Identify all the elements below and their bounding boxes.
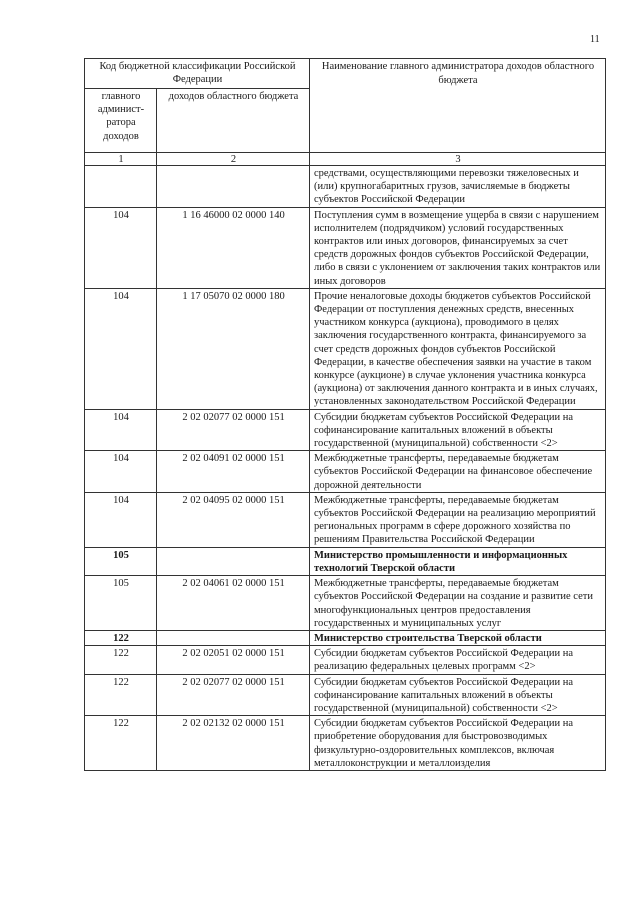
administrator-code-cell: 105 (85, 547, 157, 575)
description-cell: Субсидии бюджетам субъектов Российской Федерации на приобретение оборудования для быстровозводимых физкультурно-оздоровительных комплексов, включая металлоконструкции и металлоизделия (310, 716, 606, 771)
description-cell: Министерство промышленности и информационных технологий Тверской области (310, 547, 606, 575)
table-row (85, 288, 606, 409)
column-number-1: 1 (85, 153, 157, 166)
budget-classification-table (84, 58, 606, 771)
revenue-code-cell (157, 630, 310, 645)
revenue-code-cell: 2 02 04061 02 0000 151 (157, 576, 310, 631)
table-row (85, 409, 606, 451)
page-number: 11 (590, 34, 600, 45)
revenue-code-cell (157, 547, 310, 575)
administrator-code-cell: 122 (85, 646, 157, 674)
section-header-row (85, 547, 606, 575)
administrator-code-cell: 104 (85, 409, 157, 451)
description-cell: Министерство строительства Тверской области (310, 630, 606, 645)
description-cell: Межбюджетные трансферты, передаваемые бюджетам субъектов Российской Федерации на создание и развитие сети многофункциональных центров предоставления государственных и муниципальных услуг (310, 576, 606, 631)
administrator-code-cell: 122 (85, 630, 157, 645)
table-row (85, 492, 606, 547)
revenue-code-cell: 2 02 02077 02 0000 151 (157, 674, 310, 716)
administrator-code-cell: 104 (85, 451, 157, 493)
header-main-administrator: главного админист-ратора доходов (85, 89, 157, 153)
revenue-code-cell: 1 16 46000 02 0000 140 (157, 207, 310, 288)
description-cell: Прочие неналоговые доходы бюджетов субъектов Российской Федерации от поступления денежных средств, внесенных участником конкурса (аукциона), проводимого в целях заключения государственного контракта, финансируемого за счет средств дорожных фондов субъектов Российской Федерации, в качестве обеспечения заявки на участие в таком конкурсе (аукционе) в случае уклонения участника конкурса (аукциона) от заключения данного контракта и в иных случаях, установленных законодательством Российской Федерации (310, 288, 606, 409)
description-cell: Субсидии бюджетам субъектов Российской Федерации на софинансирование капитальных вложений в объекты государственной (муниципальной) собственности <2> (310, 674, 606, 716)
header-budget-code-group: Код бюджетной классификации Российской Федерации (85, 59, 310, 89)
revenue-code-cell: 2 02 04095 02 0000 151 (157, 492, 310, 547)
administrator-code-cell (85, 166, 157, 208)
table-row (85, 207, 606, 288)
table-row (85, 674, 606, 716)
header-administrator-name: Наименование главного администратора доходов областного бюджета (310, 59, 606, 153)
revenue-code-cell: 2 02 02051 02 0000 151 (157, 646, 310, 674)
administrator-code-cell: 104 (85, 492, 157, 547)
revenue-code-cell: 2 02 04091 02 0000 151 (157, 451, 310, 493)
table-row (85, 166, 606, 208)
description-cell: Поступления сумм в возмещение ущерба в связи с нарушением исполнителем (подрядчиком) условий государственных контрактов или иных договоров, финансируемых за счет средств дорожных фондов субъектов Российской Федерации, либо в связи с уклонением от заключения таких контрактов или иных договоров (310, 207, 606, 288)
revenue-code-cell: 2 02 02132 02 0000 151 (157, 716, 310, 771)
administrator-code-cell: 105 (85, 576, 157, 631)
table-row (85, 646, 606, 674)
table-row (85, 716, 606, 771)
section-header-row (85, 630, 606, 645)
description-cell: Межбюджетные трансферты, передаваемые бюджетам субъектов Российской Федерации на финансовое обеспечение дорожной деятельности (310, 451, 606, 493)
administrator-code-cell: 122 (85, 674, 157, 716)
administrator-code-cell: 122 (85, 716, 157, 771)
revenue-code-cell: 2 02 02077 02 0000 151 (157, 409, 310, 451)
column-number-2: 2 (157, 153, 310, 166)
revenue-code-cell: 1 17 05070 02 0000 180 (157, 288, 310, 409)
administrator-code-cell: 104 (85, 207, 157, 288)
table-row (85, 451, 606, 493)
table-row (85, 576, 606, 631)
column-number-3: 3 (310, 153, 606, 166)
administrator-code-cell: 104 (85, 288, 157, 409)
description-cell: Субсидии бюджетам субъектов Российской Федерации на софинансирование капитальных вложений в объекты государственной (муниципальной) собственности <2> (310, 409, 606, 451)
revenue-code-cell (157, 166, 310, 208)
description-cell: Субсидии бюджетам субъектов Российской Федерации на реализацию федеральных целевых программ <2> (310, 646, 606, 674)
header-revenue-code: доходов областного бюджета (157, 89, 310, 153)
description-cell: Межбюджетные трансферты, передаваемые бюджетам субъектов Российской Федерации на реализацию мероприятий региональных программ в сфере дорожного хозяйства по решениям Правительства Российской Федерации (310, 492, 606, 547)
description-cell: средствами, осуществляющими перевозки тяжеловесных и (или) крупногабаритных грузов, зачисляемые в бюджеты субъектов Российской Федерации (310, 166, 606, 208)
